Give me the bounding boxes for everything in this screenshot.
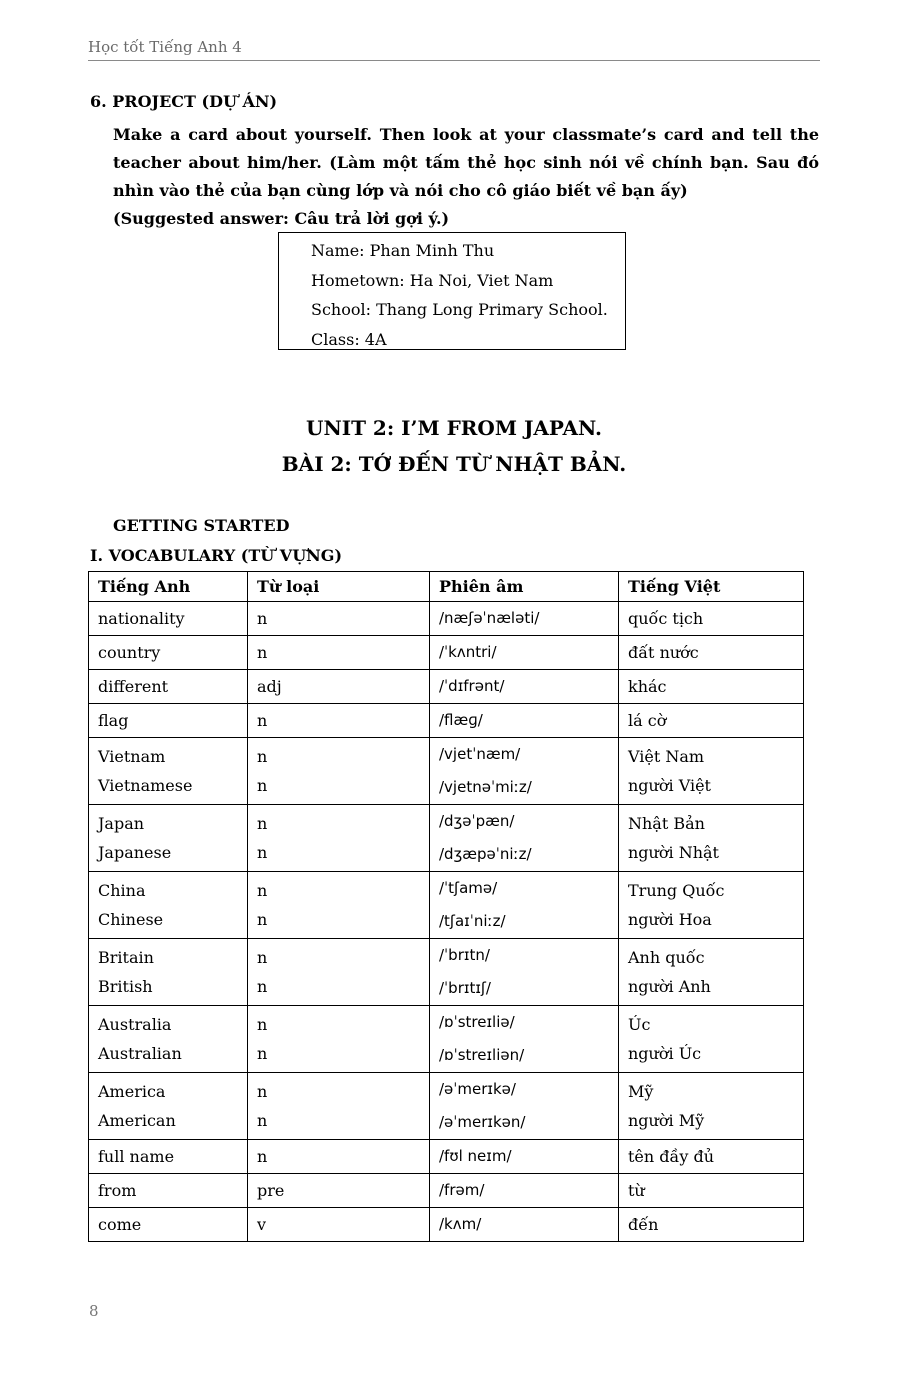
cell-english-line: country: [98, 643, 161, 662]
cell-pronunciation-line: /ɒˈstreɪliən/: [439, 1046, 525, 1064]
table-row: [89, 872, 804, 939]
cell-word-type-line: n: [257, 977, 268, 996]
cell-vietnamese-line: khác: [628, 677, 667, 696]
cell-english-line: different: [98, 677, 169, 696]
cell-word-type: [248, 872, 430, 939]
cell-vietnamese-line: người Việt: [628, 776, 711, 795]
cell-vietnamese-line: đất nước: [628, 643, 699, 662]
cell-word-type-line: adj: [257, 677, 282, 696]
cell-pronunciation: [430, 1006, 619, 1073]
cell-english-line: Vietnamese: [98, 776, 193, 795]
cell-word-type-line: n: [257, 1015, 268, 1034]
project-instructions: Make a card about yourself. Then look at your classmate’s card and tell the teacher about him/her. (Làm một tấm thẻ học sinh nói về chính bạn. Sau đó nhìn vào thẻ của bạn cùng lớp và nói cho cô giáo biết về bạn ấy): [113, 125, 819, 200]
table-row: [89, 1073, 804, 1140]
table-header-row: [89, 572, 804, 602]
cell-pronunciation: [430, 1073, 619, 1140]
cell-english: [89, 636, 248, 670]
cell-word-type: [248, 1006, 430, 1073]
unit-title-vietnamese: BÀI 2: TỚ ĐẾN TỪ NHẬT BẢN.: [281, 452, 627, 476]
cell-english-line: from: [98, 1181, 137, 1200]
cell-english: [89, 872, 248, 939]
table-row: [89, 1006, 804, 1073]
cell-word-type-line: pre: [257, 1181, 285, 1200]
cell-vietnamese-line: người Nhật: [628, 843, 719, 862]
header-title: Học tốt Tiếng Anh 4: [88, 38, 242, 56]
cell-vietnamese-line: quốc tịch: [628, 609, 704, 628]
cell-vietnamese-line: Nhật Bản: [628, 814, 705, 833]
cell-english-line: Vietnam: [98, 747, 166, 766]
cell-pronunciation-line: /ɒˈstreɪliə/: [439, 1013, 515, 1031]
column-header-vietnamese: Tiếng Việt: [619, 572, 804, 602]
cell-vietnamese-line: từ: [628, 1181, 645, 1200]
cell-word-type-line: n: [257, 910, 268, 929]
cell-english-line: British: [98, 977, 153, 996]
cell-word-type-line: n: [257, 814, 268, 833]
cell-vietnamese: [619, 1208, 804, 1242]
cell-english: [89, 1174, 248, 1208]
cell-vietnamese-line: Trung Quốc: [628, 881, 725, 900]
cell-word-type: [248, 738, 430, 805]
card-line-hometown: Hometown: Ha Noi, Viet Nam: [311, 270, 554, 290]
cell-english: [89, 704, 248, 738]
cell-vietnamese-line: người Úc: [628, 1044, 702, 1063]
column-header-pronunciation: Phiên âm: [430, 572, 619, 602]
cell-word-type-line: n: [257, 711, 268, 730]
unit-title-english: UNIT 2: I’M FROM JAPAN.: [306, 416, 602, 440]
column-header-english: Tiếng Anh: [89, 572, 248, 602]
cell-word-type-line: n: [257, 1044, 268, 1063]
table-row: [89, 1174, 804, 1208]
cell-word-type: [248, 1140, 430, 1174]
cell-pronunciation-line: /ˈtʃamə/: [439, 879, 498, 897]
running-header: [88, 38, 820, 61]
cell-vietnamese: [619, 1174, 804, 1208]
cell-word-type-line: n: [257, 747, 268, 766]
cell-vietnamese-line: lá cờ: [628, 711, 667, 730]
cell-pronunciation: [430, 636, 619, 670]
cell-vietnamese-line: người Hoa: [628, 910, 712, 929]
cell-english-line: Britain: [98, 948, 154, 967]
project-heading: 6. PROJECT (DỰ ÁN): [90, 92, 278, 111]
cell-pronunciation: [430, 738, 619, 805]
cell-english-line: Japan: [98, 814, 145, 833]
cell-vietnamese: [619, 602, 804, 636]
cell-pronunciation: [430, 1140, 619, 1174]
cell-english: [89, 670, 248, 704]
project-instructions-block: [113, 121, 819, 233]
cell-word-type: [248, 636, 430, 670]
cell-pronunciation-line: /frəm/: [439, 1181, 485, 1199]
cell-vietnamese-line: người Anh: [628, 977, 711, 996]
cell-word-type-line: n: [257, 1147, 268, 1166]
card-line-name: Name: Phan Minh Thu: [311, 241, 495, 260]
cell-word-type: [248, 1073, 430, 1140]
cell-vietnamese-line: Việt Nam: [628, 747, 705, 766]
cell-word-type-line: n: [257, 1082, 268, 1101]
cell-pronunciation: [430, 939, 619, 1006]
cell-english-line: full name: [98, 1147, 175, 1166]
cell-word-type-line: v: [257, 1215, 267, 1234]
cell-word-type: [248, 602, 430, 636]
cell-pronunciation-line: /əˈmerɪkən/: [439, 1113, 526, 1131]
cell-pronunciation-line: /vjetnəˈmiːz/: [439, 778, 532, 796]
cell-english-line: Chinese: [98, 910, 164, 929]
table-row: [89, 1208, 804, 1242]
cell-pronunciation: [430, 1174, 619, 1208]
table-row: [89, 805, 804, 872]
cell-vietnamese: [619, 1073, 804, 1140]
table-row: [89, 738, 804, 805]
cell-vietnamese-line: Mỹ: [628, 1082, 654, 1101]
cell-english-line: America: [98, 1082, 166, 1101]
cell-word-type: [248, 704, 430, 738]
student-card: [278, 232, 626, 350]
cell-pronunciation-line: /kʌm/: [439, 1215, 482, 1233]
card-line-school: School: Thang Long Primary School.: [311, 300, 608, 319]
cell-pronunciation-line: /ˈdɪfrənt/: [439, 677, 505, 695]
cell-english: [89, 1140, 248, 1174]
cell-word-type: [248, 939, 430, 1006]
cell-english: [89, 1006, 248, 1073]
cell-word-type-line: n: [257, 1111, 268, 1130]
cell-vietnamese: [619, 636, 804, 670]
vocabulary-heading: I. VOCABULARY (TỪ VỰNG): [90, 546, 343, 565]
cell-word-type: [248, 805, 430, 872]
table-row: [89, 636, 804, 670]
cell-pronunciation-line: /fʊl neɪm/: [439, 1147, 512, 1165]
cell-pronunciation-line: /vjetˈnæm/: [439, 745, 521, 763]
cell-pronunciation: [430, 1208, 619, 1242]
cell-english-line: come: [98, 1215, 142, 1234]
cell-pronunciation: [430, 805, 619, 872]
table-body: [89, 602, 804, 1242]
table-row: [89, 670, 804, 704]
cell-english: [89, 738, 248, 805]
cell-pronunciation-line: /næʃəˈnæləti/: [439, 609, 540, 627]
page-number: 8: [89, 1302, 99, 1320]
cell-pronunciation-line: /flæɡ/: [439, 711, 483, 729]
cell-vietnamese: [619, 805, 804, 872]
cell-pronunciation-line: /ˈbrɪtɪʃ/: [439, 979, 491, 997]
cell-word-type: [248, 670, 430, 704]
cell-english: [89, 602, 248, 636]
cell-english-line: Japanese: [98, 843, 172, 862]
cell-english-line: Australia: [98, 1015, 172, 1034]
cell-english-line: Australian: [98, 1044, 182, 1063]
cell-word-type-line: n: [257, 643, 268, 662]
cell-pronunciation-line: /ˈkʌntri/: [439, 643, 497, 661]
cell-pronunciation: [430, 670, 619, 704]
cell-word-type-line: n: [257, 948, 268, 967]
cell-pronunciation-line: /ˈbrɪtn/: [439, 946, 490, 964]
cell-pronunciation-line: /dʒəˈpæn/: [439, 812, 515, 830]
suggested-answer-label: (Suggested answer: Câu trả lời gợi ý.): [113, 209, 450, 228]
cell-english-line: American: [98, 1111, 176, 1130]
cell-english: [89, 939, 248, 1006]
cell-english: [89, 1208, 248, 1242]
table-row: [89, 704, 804, 738]
column-header-word-type: Từ loại: [248, 572, 430, 602]
cell-english-line: China: [98, 881, 146, 900]
cell-vietnamese-line: tên đầy đủ: [628, 1147, 715, 1166]
cell-word-type: [248, 1208, 430, 1242]
cell-vietnamese-line: người Mỹ: [628, 1111, 705, 1130]
cell-pronunciation: [430, 602, 619, 636]
table-row: [89, 602, 804, 636]
cell-word-type-line: n: [257, 776, 268, 795]
cell-vietnamese-line: Anh quốc: [628, 948, 705, 967]
cell-word-type-line: n: [257, 843, 268, 862]
cell-word-type-line: n: [257, 609, 268, 628]
table-row: [89, 939, 804, 1006]
cell-pronunciation-line: /əˈmerɪkə/: [439, 1080, 516, 1098]
cell-vietnamese-line: Úc: [628, 1015, 651, 1034]
cell-vietnamese: [619, 738, 804, 805]
cell-vietnamese: [619, 939, 804, 1006]
cell-english: [89, 1073, 248, 1140]
cell-english-line: flag: [98, 711, 129, 730]
cell-vietnamese: [619, 872, 804, 939]
cell-vietnamese: [619, 704, 804, 738]
cell-word-type-line: n: [257, 881, 268, 900]
card-line-class: Class: 4A: [311, 329, 387, 349]
cell-pronunciation-line: /dʒæpəˈniːz/: [439, 845, 532, 863]
getting-started-heading: GETTING STARTED: [113, 516, 290, 535]
table-row: [89, 1140, 804, 1174]
cell-english-line: nationality: [98, 609, 185, 628]
cell-english: [89, 805, 248, 872]
vocabulary-table: [88, 571, 804, 1242]
cell-pronunciation-line: /tʃaɪˈniːz/: [439, 912, 506, 930]
cell-vietnamese: [619, 1006, 804, 1073]
cell-vietnamese: [619, 670, 804, 704]
cell-pronunciation: [430, 704, 619, 738]
cell-vietnamese-line: đến: [628, 1215, 659, 1234]
cell-vietnamese: [619, 1140, 804, 1174]
cell-pronunciation: [430, 872, 619, 939]
cell-word-type: [248, 1174, 430, 1208]
